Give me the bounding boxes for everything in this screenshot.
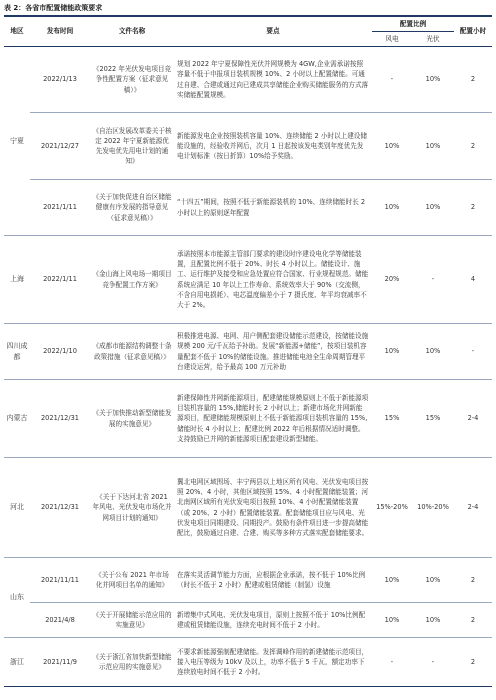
hours-cell: 2 [454,180,492,236]
hours-cell: - [454,324,492,380]
solar-cell: 10% [412,180,454,236]
header-points: 要点 [266,27,280,36]
doc-cell: 《关于浙江省加快新型储能示范应用的实施意见》 [90,638,174,687]
region-cell: 浙江 [4,638,30,687]
header-solar: 光伏 [426,34,440,43]
region-cell: 内蒙古 [4,380,30,458]
wind-cell: 10% [372,324,412,380]
solar-cell: - [412,236,454,324]
hours-cell: 2-4 [454,380,492,458]
wind-cell: 20% [372,236,412,324]
solar-cell: 10% [412,113,454,180]
points-cell: 新能源发电企业按照装机容量 10%、连续储能 2 小时以上建设储能设施的，经验收并网后，次月 1 日起按该发电类别年度优先发电计划标准（按日折算）10%给予奖励。 [174,113,372,180]
hours-cell: 2 [454,638,492,687]
doc-cell: 《2022 年光伏发电项目竞争性配置方案（征求意见稿）》 [90,47,174,113]
table-row [4,47,492,113]
wind-cell: 10% [372,603,412,638]
points-cell: 不要求新能源强制配建储能。发挥调峰作用的新建储能示范项目，接入电压等级为 10kV 及以上，功率不低于 5 千瓦，额定功率下连续放电时间不低于 2 小时。 [174,638,372,687]
solar-cell: 10% [412,603,454,638]
wind-cell: 10% [372,558,412,603]
date-cell: 2021/12/27 [30,113,90,180]
points-cell: “十四五”期间，按照不低于新能源装机的 10%、连续储能时长 2 小时以上的原则逐年配置 [174,180,372,236]
date-cell: 2022/1/11 [30,236,90,324]
doc-cell: 《金山海上风电场一期项目竞争配置工作方案》 [90,236,174,324]
hours-cell: 4 [454,236,492,324]
solar-cell: - [412,638,454,687]
date-cell: 2021/1/11 [30,180,90,236]
hours-cell: 2 [454,47,492,113]
header-region: 地区 [10,27,24,36]
table-title: 表 2：各省市配置储能政策要求 [4,4,103,12]
region-cell: 山东 [4,558,30,638]
date-cell: 2021/12/31 [30,380,90,458]
doc-cell: 《关于下达河北省 2021 年风电、光伏发电市场化并网项目计划的通知》 [90,458,174,558]
points-cell: 积极推进电源、电网、用户侧配套建设储能示范建设，按储能设施规模 200 元/千瓦给予补助。发展“新能源+储能”，按项目装机容量配套不低于 10%的储能设施。推进储能电池全生命周期管理平台建设运营，给予最高 100 万元补助 [174,324,372,380]
header-wind: 风电 [385,34,399,43]
points-cell: 在落实灵活调节能力方面，应根据企业承诺，按不低于 10%比例（时长不低于 2 小时）配建或租赁储能（制氢）设施 [174,558,372,603]
header-doc: 文件名称 [118,27,146,36]
points-cell: 规划 2022 年宁夏保障性光伏并网规模为 4GW,企业需承诺按照容量不低于申报项目装机规模 10%、2 小时以上配置储能。可通过自建、合建或通过向已建成共享储能企业购买储能服务的方式落实储能配置规模。 [174,47,372,113]
solar-cell: 15% [412,380,454,458]
table-row [4,458,492,558]
date-cell: 2022/1/10 [30,324,90,380]
wind-cell: 10% [372,180,412,236]
wind-cell: - [372,47,412,113]
points-cell: 新增集中式风电、光伏发电项目，原则上按照不低于 10%比例配建或租赁储能设施，连续充电时间不低于 2 小时。 [174,603,372,638]
doc-cell: 《成都市能源结构调整十条政策措施（征求意见稿）》 [90,324,174,380]
header-date: 发布时间 [46,27,74,36]
hours-cell: 2 [454,113,492,180]
table-row [4,113,492,180]
hours-cell: 2 [454,603,492,638]
wind-cell: 10% [372,113,412,180]
hours-cell: 2-4 [454,458,492,558]
solar-cell: 10% [412,558,454,603]
date-cell: 2021/12/31 [30,458,90,558]
solar-cell: 10% [412,47,454,113]
table-row [4,638,492,687]
points-cell: 冀北电网区域围场、丰宁两县以上地区所有风电、光伏发电项目按照 20%、4 小时，其他区域按照 15%、4 小时配置储能装置；河北南网区域所有光伏发电项目按照 10%、4 小时配置储能装置（或 20%、2 小时）配置储能装置。配套储能项目应与风电、光伏发电项目同期建设、同期投产。鼓励有条件项目进一步提高储能配比，鼓励通过自建、合建、购买等多种方式落实配套储能要求。 [174,458,372,558]
region-cell: 宁夏 [4,47,30,236]
doc-cell: 《关于开展储能示范应用的实施意见》 [90,603,174,638]
date-cell: 2021/4/8 [30,603,90,638]
table-row [4,180,492,236]
doc-cell: 《关于加快推动新型储能发展的实施意见》 [90,380,174,458]
doc-cell: 《关于加快促进自治区储能健康有序发展的指导意见（征求意见稿）》 [90,180,174,236]
header-hours: 配置小时 [459,27,487,36]
solar-cell: 10%-20% [412,458,454,558]
hours-cell: 2 [454,558,492,603]
date-cell: 2021/11/9 [30,638,90,687]
policy-table [4,15,492,687]
solar-cell: 10% [412,324,454,380]
points-cell: 承诺按照本市能源主管部门要求的建设时序建设电化学等储能装置，且配置比例不低于 20%、时长 4 小时以上。储能设计、施工、运行维护及接受和应急处置应符合国家、行业规程规范。储能系统应满足 10 年以上工作寿命、系统效率大于 90%（交流侧，不含自用电损耗）、电芯温度偏差小于 7 摄氏度、年平均衰减率不大于 2%。 [174,236,372,324]
doc-cell: 《关于公布 2021 年市场化并网项目名单的通知》 [90,558,174,603]
wind-cell: - [372,638,412,687]
wind-cell: 15%-20% [372,458,412,558]
table-row [4,603,492,638]
table-row [4,558,492,603]
header-ratio-group: 配置比例 [372,16,454,32]
wind-cell: 15% [372,380,412,458]
table-row [4,380,492,458]
region-cell: 四川成都 [4,324,30,380]
date-cell: 2021/11/11 [30,558,90,603]
region-cell: 上海 [4,236,30,324]
points-cell: 新建保障性并网新能源项目，配建储能规模原则上不低于新能源项目装机容量的 15%,储能时长 2 小时以上；新建市场化并网新能源项目，配建储能规模原则上不低于新能源项目装机容量的 15%,储能时长 4 小时以上；配建比例 2022 年后根据情况适时调整。支持鼓励已并网的新能源项目配套建设新型储能。 [174,380,372,458]
date-cell: 2022/1/13 [30,47,90,113]
table-row [4,236,492,324]
doc-cell: 《自治区发展改革委关于核定 2022 年宁夏新能源优先发电优先用电计划的通知》 [90,113,174,180]
region-cell: 河北 [4,458,30,558]
table-row [4,324,492,380]
